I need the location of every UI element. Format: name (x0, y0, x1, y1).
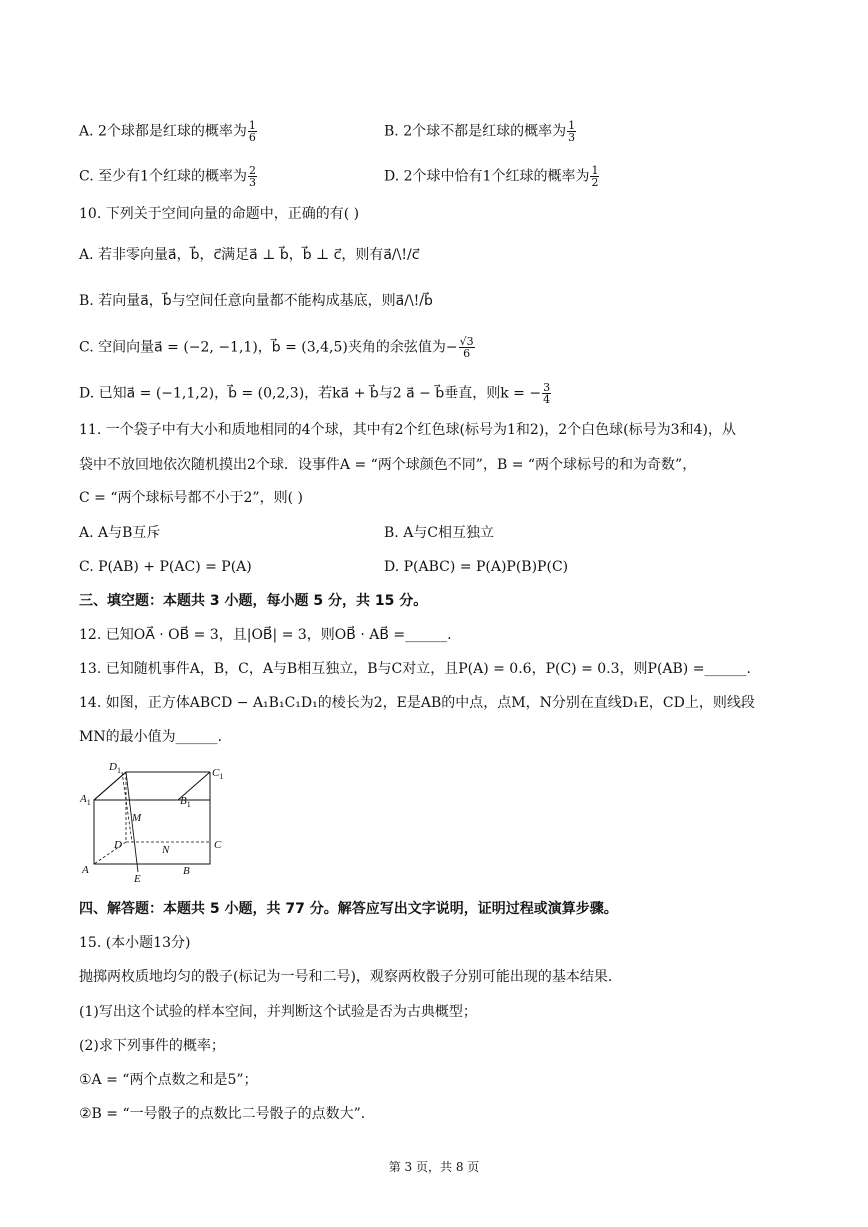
q10-stem: 10. 下列关于空间向量的命题中，正确的有( ) (79, 206, 360, 222)
q9-option-d: D. 2个球中恰有1个红球的概率为 $\frac{1}{2}$ (384, 164, 599, 189)
q15-event-2: ②B = “一号骰子的点数比二号骰子的点数大”． (79, 1106, 375, 1122)
fraction: $\frac{1}{6}$ (248, 119, 256, 144)
q15-part-1: (1)写出这个试验的样本空间，并判断这个试验是否为古典概型； (79, 1004, 477, 1020)
q9-option-c: C. 至少有1个红球的概率为 $\frac{2}{3}$ (79, 164, 257, 189)
label-n: N (162, 844, 170, 856)
fraction: $\frac{√3}{6}$ (459, 335, 474, 360)
q11-line-1: 11. 一个袋子中有大小和质地相同的4个球，其中有2个红色球(标号为1和2)，2个白色球(标号为3和4)，从 (79, 422, 736, 438)
q13: 13. 已知随机事件A，B，C，A与B相互独立，B与C对立，且P(A) = 0.6，P(C) = 0.3，则P(AB) =______. (79, 661, 751, 677)
q15-part-2: (2)求下列事件的概率； (79, 1038, 225, 1054)
q9-option-b: B. 2个球不都是红球的概率为 $\frac{1}{3}$ (384, 119, 576, 144)
q15-event-1: ①A = “两个点数之和是5”； (79, 1072, 258, 1088)
section-heading-answer: 四、解答题：本题共 5 小题，共 77 分。解答应写出文字说明，证明过程或演算步骤。 (79, 901, 618, 917)
q11-option-c: C. P(AB) + P(AC) = P(A) (79, 559, 252, 575)
label-e: E (134, 873, 141, 883)
q11-option-a: A. A与B互斥 (79, 525, 161, 541)
q11-line-2: 袋中不放回地依次随机摸出2个球．设事件A = “两个球颜色不同”，B = “两个球标号的和为奇数”， (79, 457, 697, 473)
q15-stem: 抛掷两枚质地均匀的骰子(标记为一号和二号)，观察两枚骰子分别可能出现的基本结果． (79, 969, 622, 985)
fraction: $\frac{2}{3}$ (249, 164, 257, 189)
section-heading-fill-in: 三、填空题：本题共 3 小题，每小题 5 分，共 15 分。 (79, 593, 428, 609)
q10-option-a: A. 若非零向量a⃗，b⃗，c⃗满足a⃗ ⊥ b⃗，b⃗ ⊥ c⃗，则有a⃗/\!/c⃗ (79, 247, 420, 263)
fraction: $\frac{1}{3}$ (568, 119, 576, 144)
page-footer: 第 3 页，共 8 页 (388, 1160, 480, 1174)
q14-line-1: 14. 如图，正方体ABCD − A₁B₁C₁D₁的棱长为2，E是AB的中点，点M，N分别在直线D₁E，CD上，则线段 (79, 695, 755, 711)
cube-figure (76, 758, 236, 883)
label-d1: $D_1$ (109, 761, 121, 775)
fraction: $\frac{1}{2}$ (591, 164, 599, 189)
q11-option-b: B. A与C相互独立 (384, 525, 495, 541)
label-c: C (214, 839, 222, 851)
label-m: M (132, 812, 142, 824)
label-a1: $A_1$ (80, 793, 91, 807)
cube-front-face (94, 800, 210, 864)
q11-option-d: D. P(ABC) = P(A)P(B)P(C) (384, 559, 569, 575)
q15-head: 15. (本小题13分) (79, 935, 191, 951)
label-b: B (183, 865, 190, 877)
fraction: $\frac{3}{4}$ (543, 381, 551, 406)
label-d: D (114, 839, 122, 851)
q12: 12. 已知OA⃗ · OB⃗ = 3，且|OB⃗| = 3，则OB⃗ · AB⃗ =______. (79, 627, 452, 643)
q10-option-d: D. 已知a⃗ = (−1,1,2)，b⃗ = (0,2,3)，若ka⃗ + b⃗与2 a⃗ − b⃗垂直，则k = − $\frac{3}{4}$ (79, 381, 551, 406)
q10-option-b: B. 若向量a⃗，b⃗与空间任意向量都不能构成基底，则a⃗/\!/b⃗ (79, 293, 433, 309)
q11-line-3: C = “两个球标号都不小于2”，则( ) (79, 490, 303, 506)
label-c1: $C_1$ (212, 767, 224, 781)
label-b1: $B_1$ (180, 795, 191, 809)
q14-line-2: MN的最小值为______. (79, 729, 223, 745)
q10-option-c: C. 空间向量a⃗ = (−2, −1,1)，b⃗ = (3,4,5)夹角的余弦值为− $\frac{√3}{6}$ (79, 335, 474, 360)
q9-option-a: A. 2个球都是红球的概率为 $\frac{1}{6}$ (79, 119, 256, 144)
label-a: A (82, 864, 89, 876)
